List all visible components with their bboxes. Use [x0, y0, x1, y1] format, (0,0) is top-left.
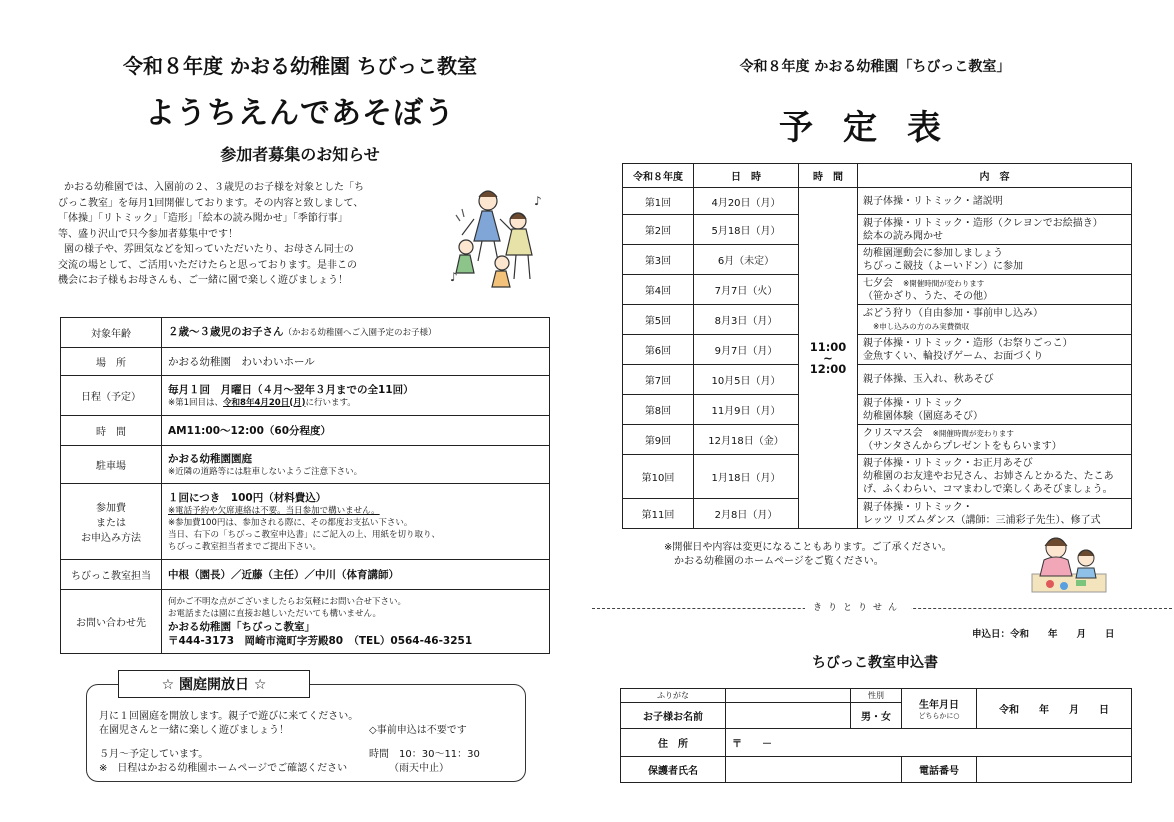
- fee-value: １回につき 100円（材料費込）: [168, 491, 327, 504]
- row-content: 親子体操、玉入れ、秋あそび: [863, 374, 994, 385]
- time-value: AM11:00～12:00（60分程度）: [162, 416, 550, 446]
- phone-label: 電話番号: [902, 757, 977, 783]
- schedule-note: ※第1回目は、令和8年4月20日(月)に行います。: [168, 397, 356, 408]
- open-day-line3: ５月～予定しています。: [99, 749, 209, 760]
- row-date: 11月9日（月）: [694, 395, 799, 425]
- furigana-label: ふりがな: [621, 689, 726, 703]
- row-date: 6月（未定）: [694, 245, 799, 275]
- staff-label: ちびっこ教室担当: [61, 560, 162, 590]
- row-date: 7月7日（火）: [694, 275, 799, 305]
- row-content: 金魚すくい、輪投げゲーム、お面づくり: [863, 350, 1044, 362]
- row-date: 10月5日（月）: [694, 365, 799, 395]
- target-note: （かおる幼稚園へご入園予定のお子様）: [283, 328, 437, 338]
- open-day-box: [86, 684, 526, 782]
- open-day-title: ☆ 園庭開放日 ☆: [118, 670, 310, 698]
- header-time: 時 間: [799, 164, 858, 188]
- row-content: ぶどう狩り（自由参加・事前申し込み）: [863, 307, 1043, 319]
- parking-note: ※近隣の道路等には駐車しないようご注意下さい。: [168, 466, 363, 477]
- fee-label: 参加費 または お申込み方法: [61, 484, 162, 560]
- row-no: 第11回: [623, 499, 694, 529]
- contact-line1: 何かご不明な点がございましたらお気軽にお問い合せ下さい。: [168, 596, 407, 607]
- schedule-note: ※開催日や内容は変更になることもあります。ご了承ください。 かおる幼稚園のホームページをご覧ください。: [664, 542, 952, 567]
- row-no: 第9回: [623, 425, 694, 455]
- birth-input[interactable]: 令和 年 月 日: [977, 689, 1132, 729]
- schedule-heading: 予定表: [779, 108, 971, 148]
- row-no: 第1回: [623, 188, 694, 215]
- row-no: 第6回: [623, 335, 694, 365]
- mother-child-illustration: [1030, 530, 1110, 596]
- open-day-line4: ※ 日程はかおる幼稚園ホームページでご確認ください: [99, 763, 348, 774]
- schedule-table: [622, 163, 1132, 529]
- header-date: 日 時: [694, 164, 799, 188]
- schedule-page-title: 令和８年度 かおる幼稚園「ちびっこ教室」: [739, 59, 1011, 75]
- furigana-input[interactable]: [726, 689, 851, 703]
- open-day-line4-right: （雨天中止）: [389, 763, 449, 774]
- row-no: 第8回: [623, 395, 694, 425]
- time-label: 時 間: [61, 416, 162, 446]
- application-form: [620, 688, 1132, 783]
- row-no: 第2回: [623, 215, 694, 245]
- birth-label: 生年月日 どちらかに○: [902, 689, 977, 729]
- row-content: 親子体操・リトミック・お正月あそび: [863, 458, 1033, 469]
- row-content: レッツ リズムダンス（講師：三浦彩子先生）、修了式: [863, 514, 1101, 526]
- row-content: クリスマス会 ※開催時間が変わります: [863, 427, 1014, 439]
- cut-line-label: きりとりせん: [805, 600, 911, 613]
- open-day-line2: 在園児さんと一緒に楽しく遊びましょう！: [99, 725, 289, 736]
- contact-label: お問い合わせ先: [61, 590, 162, 654]
- row-content: 親子体操・リトミック・造形（クレヨンでお絵描き）: [863, 217, 1103, 229]
- guardian-input[interactable]: [726, 757, 902, 783]
- row-content: 親子体操・リトミック・造形（お祭りごっこ）: [863, 337, 1073, 349]
- row-no: 第10回: [623, 455, 694, 499]
- fee-note2: ※参加費100円は、参加される際に、その都度お支払い下さい。: [168, 517, 413, 528]
- row-content: 親子体操・リトミック・: [863, 501, 973, 513]
- target-label: 対象年齢: [61, 318, 162, 348]
- fee-note1: ※電話予約や欠席連絡は不要。当日参加で構いません。: [168, 505, 380, 516]
- row-no: 第4回: [623, 275, 694, 305]
- main-headline: ようちえんであそぼう: [145, 96, 455, 131]
- row-date: 9月7日（月）: [694, 335, 799, 365]
- address-label: 住 所: [621, 729, 726, 757]
- schedule-label: 日程（予定）: [61, 376, 162, 416]
- time-cell: 11:00 ~ 12:00: [799, 188, 858, 529]
- header-content: 内 容: [858, 164, 1132, 188]
- row-no: 第7回: [623, 365, 694, 395]
- row-content: ちびっこ競技（よーいドン）に参加: [863, 260, 1023, 272]
- row-date: 5月18日（月）: [694, 215, 799, 245]
- row-date: 8月3日（月）: [694, 305, 799, 335]
- sex-label: 性別: [851, 689, 902, 703]
- row-content: 親子体操・リトミック・諸説明: [863, 195, 1003, 207]
- row-date: 4月20日（月）: [694, 188, 799, 215]
- contact-line4: 〒444-3173 岡崎市滝町字芳殿80 （TEL）0564-46-3251: [168, 634, 473, 647]
- open-day-line3-right: 時間 10：30～11：30: [369, 749, 480, 760]
- row-date: 1月18日（月）: [694, 455, 799, 499]
- child-name-label: お子様お名前: [621, 703, 726, 729]
- page-title: 令和８年度 かおる幼稚園 ちびっこ教室: [123, 54, 477, 78]
- row-content: 幼稚園運動会に参加しましょう: [863, 247, 1003, 259]
- form-title: ちびっこ教室申込書: [812, 655, 938, 671]
- place-value: かおる幼稚園 わいわいホール: [162, 348, 550, 376]
- apply-date: 申込日：令和 年 月 日: [972, 629, 1115, 640]
- open-day-line1: 月に１回園庭を開放します。親子で遊びに来てください。: [99, 711, 359, 722]
- target-value: ２歳～３歳児のお子さん: [168, 326, 284, 338]
- staff-value: 中根（園長）／近藤（主任）／中川（体育講師）: [162, 560, 550, 590]
- guardian-label: 保護者氏名: [621, 757, 726, 783]
- intro-text: かおる幼稚園では、入園前の２、３歳児のお子様を対象とした「ち びっこ教室」を毎月1回開催しております。その内容と致しまして、 「体操」「リトミック」「造形」「絵本の読み聞かせ」「季節行事」 等、盛り沢山で只今参加者募集中です！ 園の様子や、雰囲気などを知っていただいたり、お母さん同士の 交流の場として、ご活用いただけたらと思っております。是非この 機会にお子様もお母さんも、ご一緒に園で楽しく遊びましょう！: [58, 182, 364, 286]
- row-content: げ、ふくわらい、コマまわしで楽しくあそびましょう。: [863, 484, 1113, 495]
- place-label: 場 所: [61, 348, 162, 376]
- subtitle: 参加者募集のお知らせ: [220, 145, 380, 164]
- row-content: 幼稚園のお友達やお兄さん、お姉さんとかるた、たこあ: [863, 471, 1114, 482]
- row-content: 絵本の読み聞かせ: [863, 230, 943, 242]
- contact-line2: お電話または園に直接お越しいただいても構いません。: [168, 608, 382, 619]
- schedule-value: 毎月１回 月曜日（４月～翌年３月までの全11回）: [168, 383, 414, 396]
- svg-text:♪: ♪: [450, 270, 458, 284]
- header-year: 令和８年度: [623, 164, 694, 188]
- row-content: 幼稚園体験（園庭あそび）: [863, 410, 983, 422]
- fee-note3: 当日、右下の「ちびっこ教室申込書」にご記入の上、用紙を切り取り、: [168, 529, 441, 540]
- fee-note4: ちびっこ教室担当者までご提出下さい。: [168, 541, 322, 552]
- info-table: [60, 317, 550, 654]
- open-day-line2-right: ◇事前申込は不要です: [369, 725, 467, 736]
- svg-text:♪: ♪: [534, 194, 542, 208]
- row-date: 12月18日（金）: [694, 425, 799, 455]
- row-content: 七夕会 ※開催時間が変わります: [863, 277, 985, 289]
- row-content: （笹かざり、うた、その他）: [863, 290, 993, 302]
- row-content: 親子体操・リトミック: [863, 397, 963, 409]
- parking-label: 駐車場: [61, 446, 162, 484]
- phone-input[interactable]: [977, 757, 1132, 783]
- contact-line3: かおる幼稚園「ちびっこ教室」: [168, 620, 315, 633]
- row-no: 第5回: [623, 305, 694, 335]
- row-content: ※申し込みの方のみ実費徴収: [873, 321, 970, 331]
- parking-value: かおる幼稚園園庭: [168, 452, 252, 465]
- row-date: 2月8日（月）: [694, 499, 799, 529]
- row-no: 第3回: [623, 245, 694, 275]
- sex-select[interactable]: 男・女: [851, 703, 902, 729]
- address-input[interactable]: 〒 －: [726, 729, 1132, 757]
- row-content: （サンタさんからプレゼントをもらいます）: [863, 440, 1062, 452]
- family-illustration: [448, 185, 546, 297]
- child-name-input[interactable]: [726, 703, 851, 729]
